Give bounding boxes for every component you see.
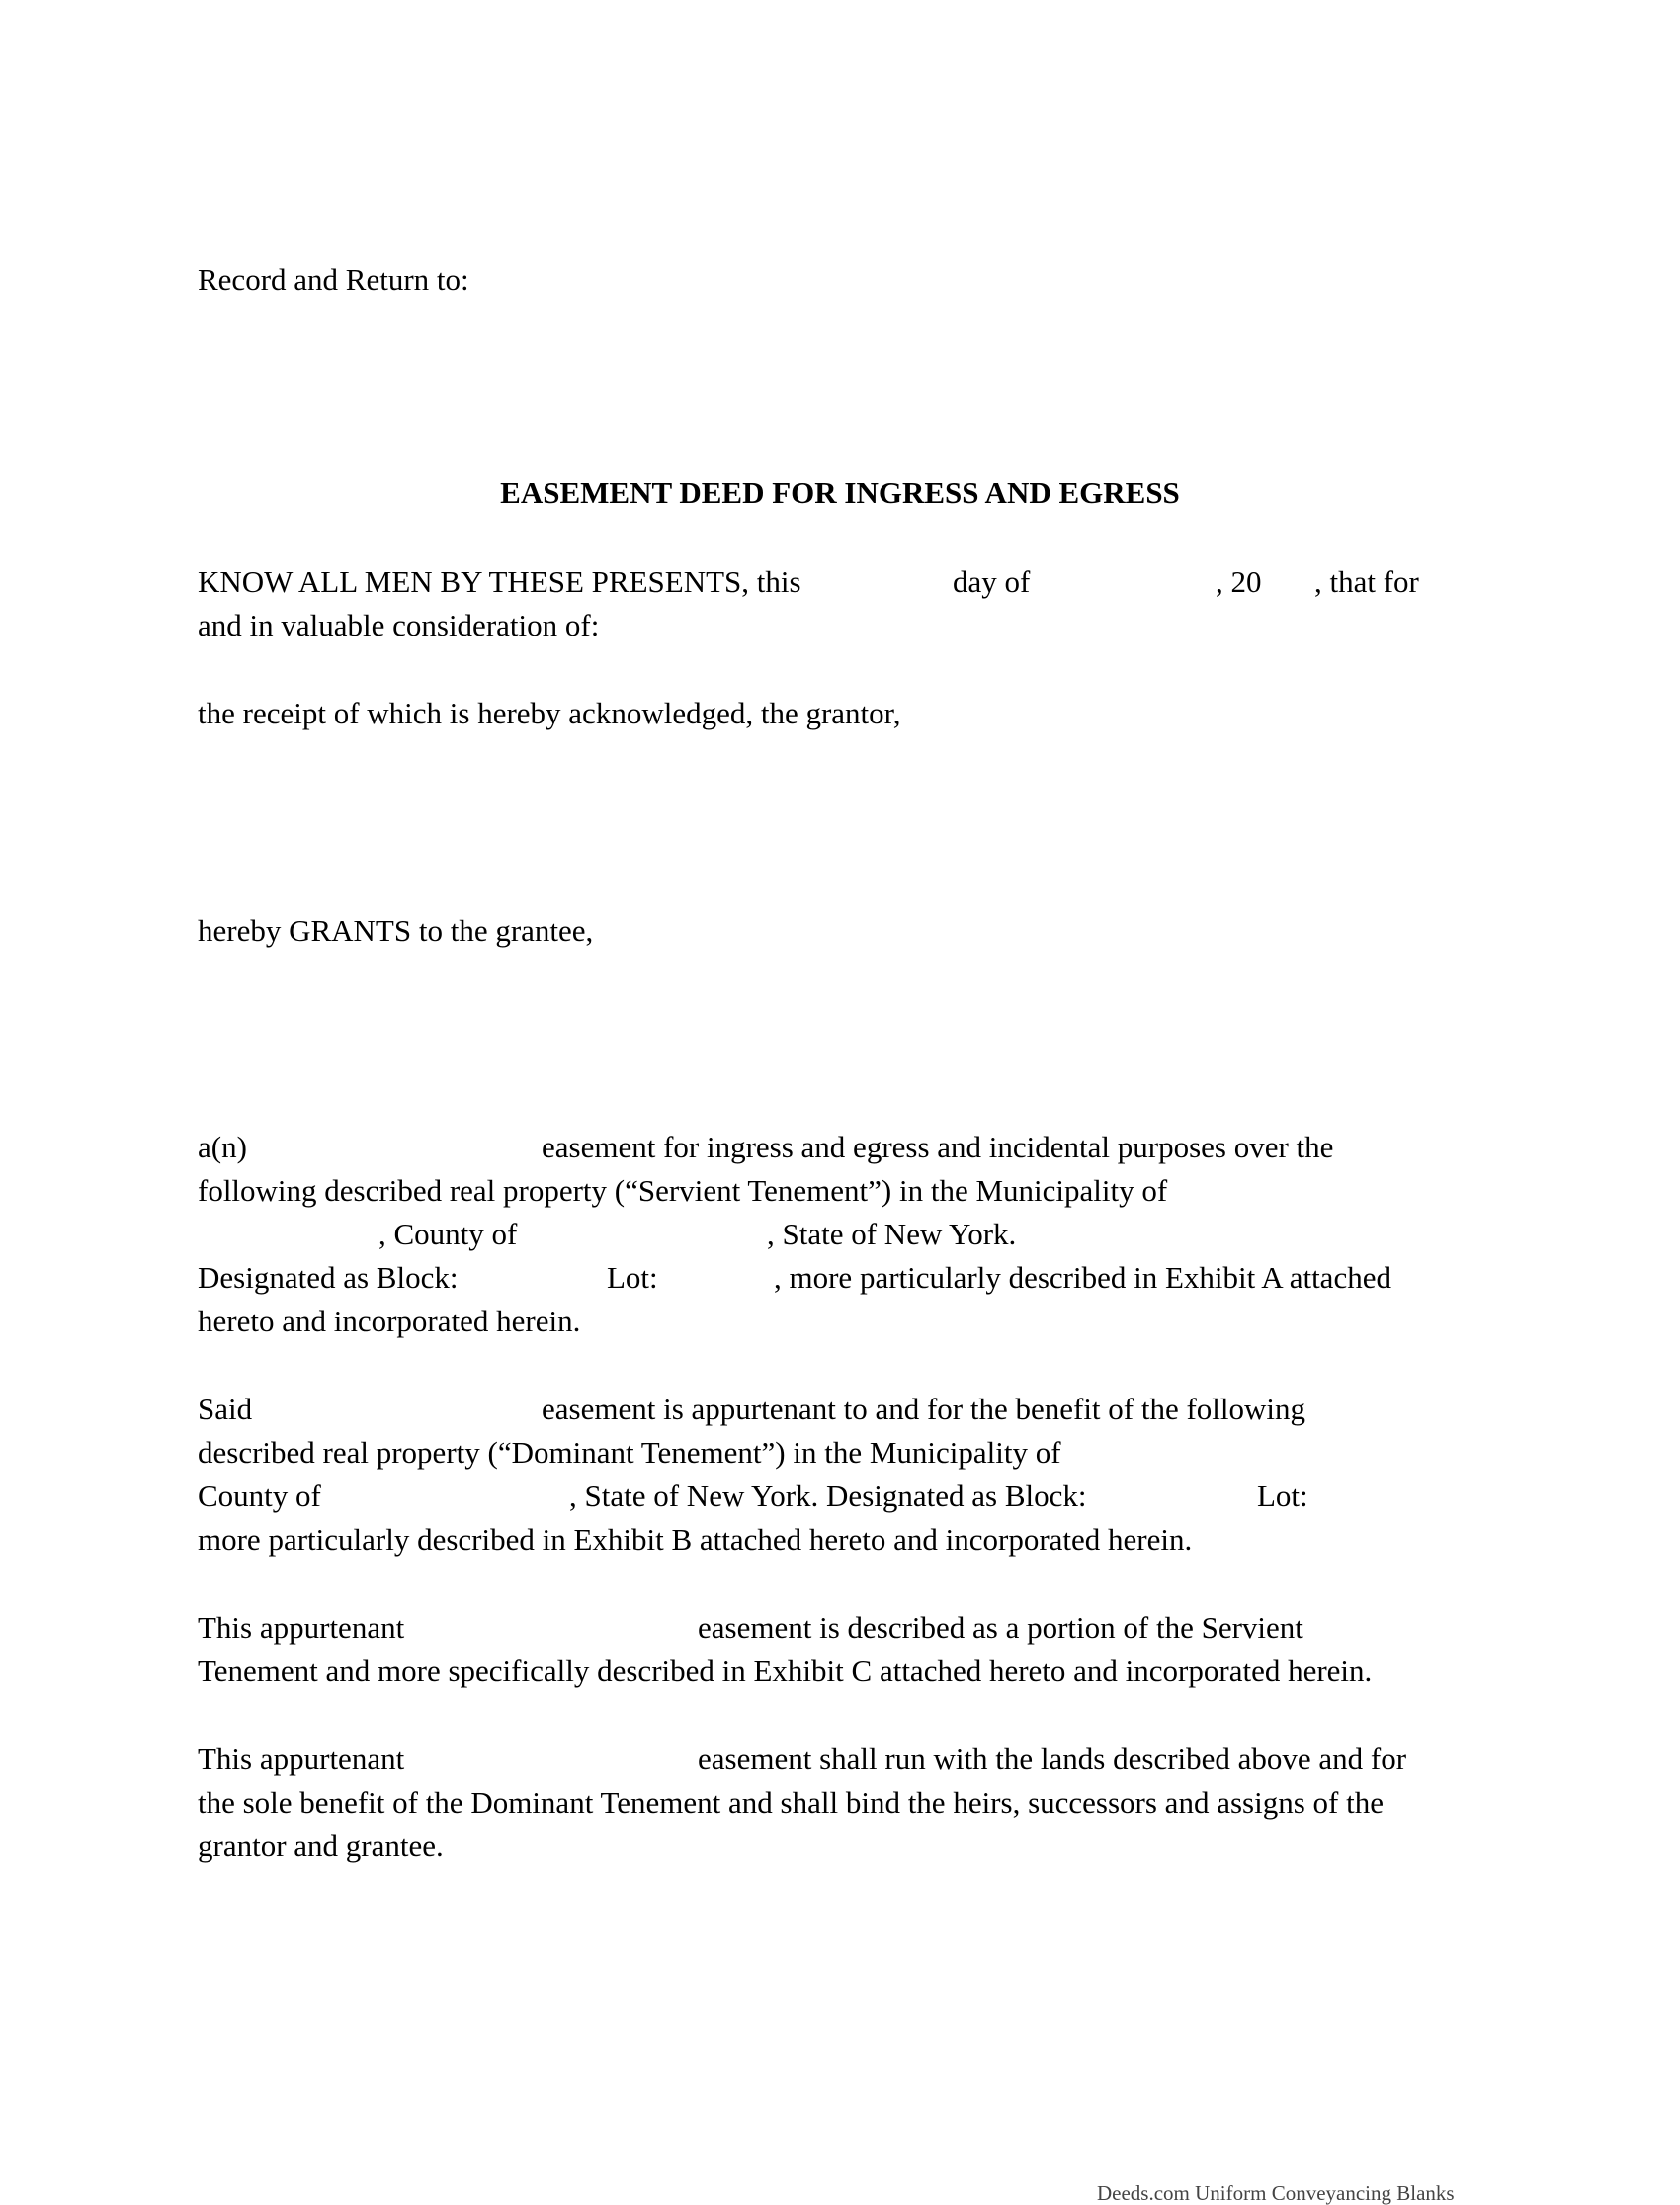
document-title: EASEMENT DEED FOR INGRESS AND EGRESS [500, 475, 1180, 510]
servient-following-text: following described real property (“Servient Tenement”) in the Municipality of [198, 1173, 1168, 1208]
said-text: Said [198, 1392, 253, 1426]
portion-easement-text: easement is described as a portion of the Servient [698, 1610, 1303, 1645]
easement-for-text: easement for ingress and egress and incidental purposes over the [542, 1130, 1334, 1164]
exhibit-b-text: more particularly described in Exhibit B attached hereto and incorporated herein. [198, 1522, 1193, 1557]
page-footer: Deeds.com Uniform Conveyancing Blanks [1097, 2181, 1455, 2205]
servient-hereto-text: hereto and incorporated herein. [198, 1304, 581, 1338]
sole-benefit-text: the sole benefit of the Dominant Tenement and shall bind the heirs, successors and assigns of the [198, 1785, 1384, 1820]
record-return-label: Record and Return to: [198, 262, 469, 297]
exhibit-c-text: Tenement and more specifically described in Exhibit C attached hereto and incorporated herein. [198, 1654, 1373, 1688]
dominant-described-text: described real property (“Dominant Tenement”) in the Municipality of [198, 1435, 1061, 1470]
portion-this-appurtenant-text: This appurtenant [198, 1610, 405, 1645]
an-text: a(n) [198, 1130, 247, 1164]
that-for-text: , that for [1314, 564, 1419, 599]
receipt-text: the receipt of which is hereby acknowledged, the grantor, [198, 696, 901, 730]
grantor-grantee-text: grantor and grantee. [198, 1828, 444, 1863]
year-prefix-text: , 20 [1216, 564, 1262, 599]
servient-state-text: , State of New York. [767, 1217, 1017, 1251]
servient-block-text: Designated as Block: [198, 1260, 459, 1295]
exhibit-a-text: , more particularly described in Exhibit A attached [774, 1260, 1391, 1295]
consideration-text: and in valuable consideration of: [198, 608, 600, 642]
servient-county-text: , County of [378, 1217, 518, 1251]
run-this-appurtenant-text: This appurtenant [198, 1741, 405, 1776]
easement-is-appurtenant-text: easement is appurtenant to and for the benefit of the following [542, 1392, 1306, 1426]
run-easement-text: easement shall run with the lands described above and for [698, 1741, 1407, 1776]
servient-lot-text: Lot: [607, 1260, 658, 1295]
grants-text: hereby GRANTS to the grantee, [198, 913, 594, 948]
dominant-county-text: County of [198, 1479, 321, 1513]
dominant-state-block-text: , State of New York. Designated as Block: [569, 1479, 1087, 1513]
dominant-lot-text: Lot: [1257, 1479, 1308, 1513]
know-all-text: KNOW ALL MEN BY THESE PRESENTS, this [198, 564, 801, 599]
day-of-text: day of [953, 564, 1031, 599]
